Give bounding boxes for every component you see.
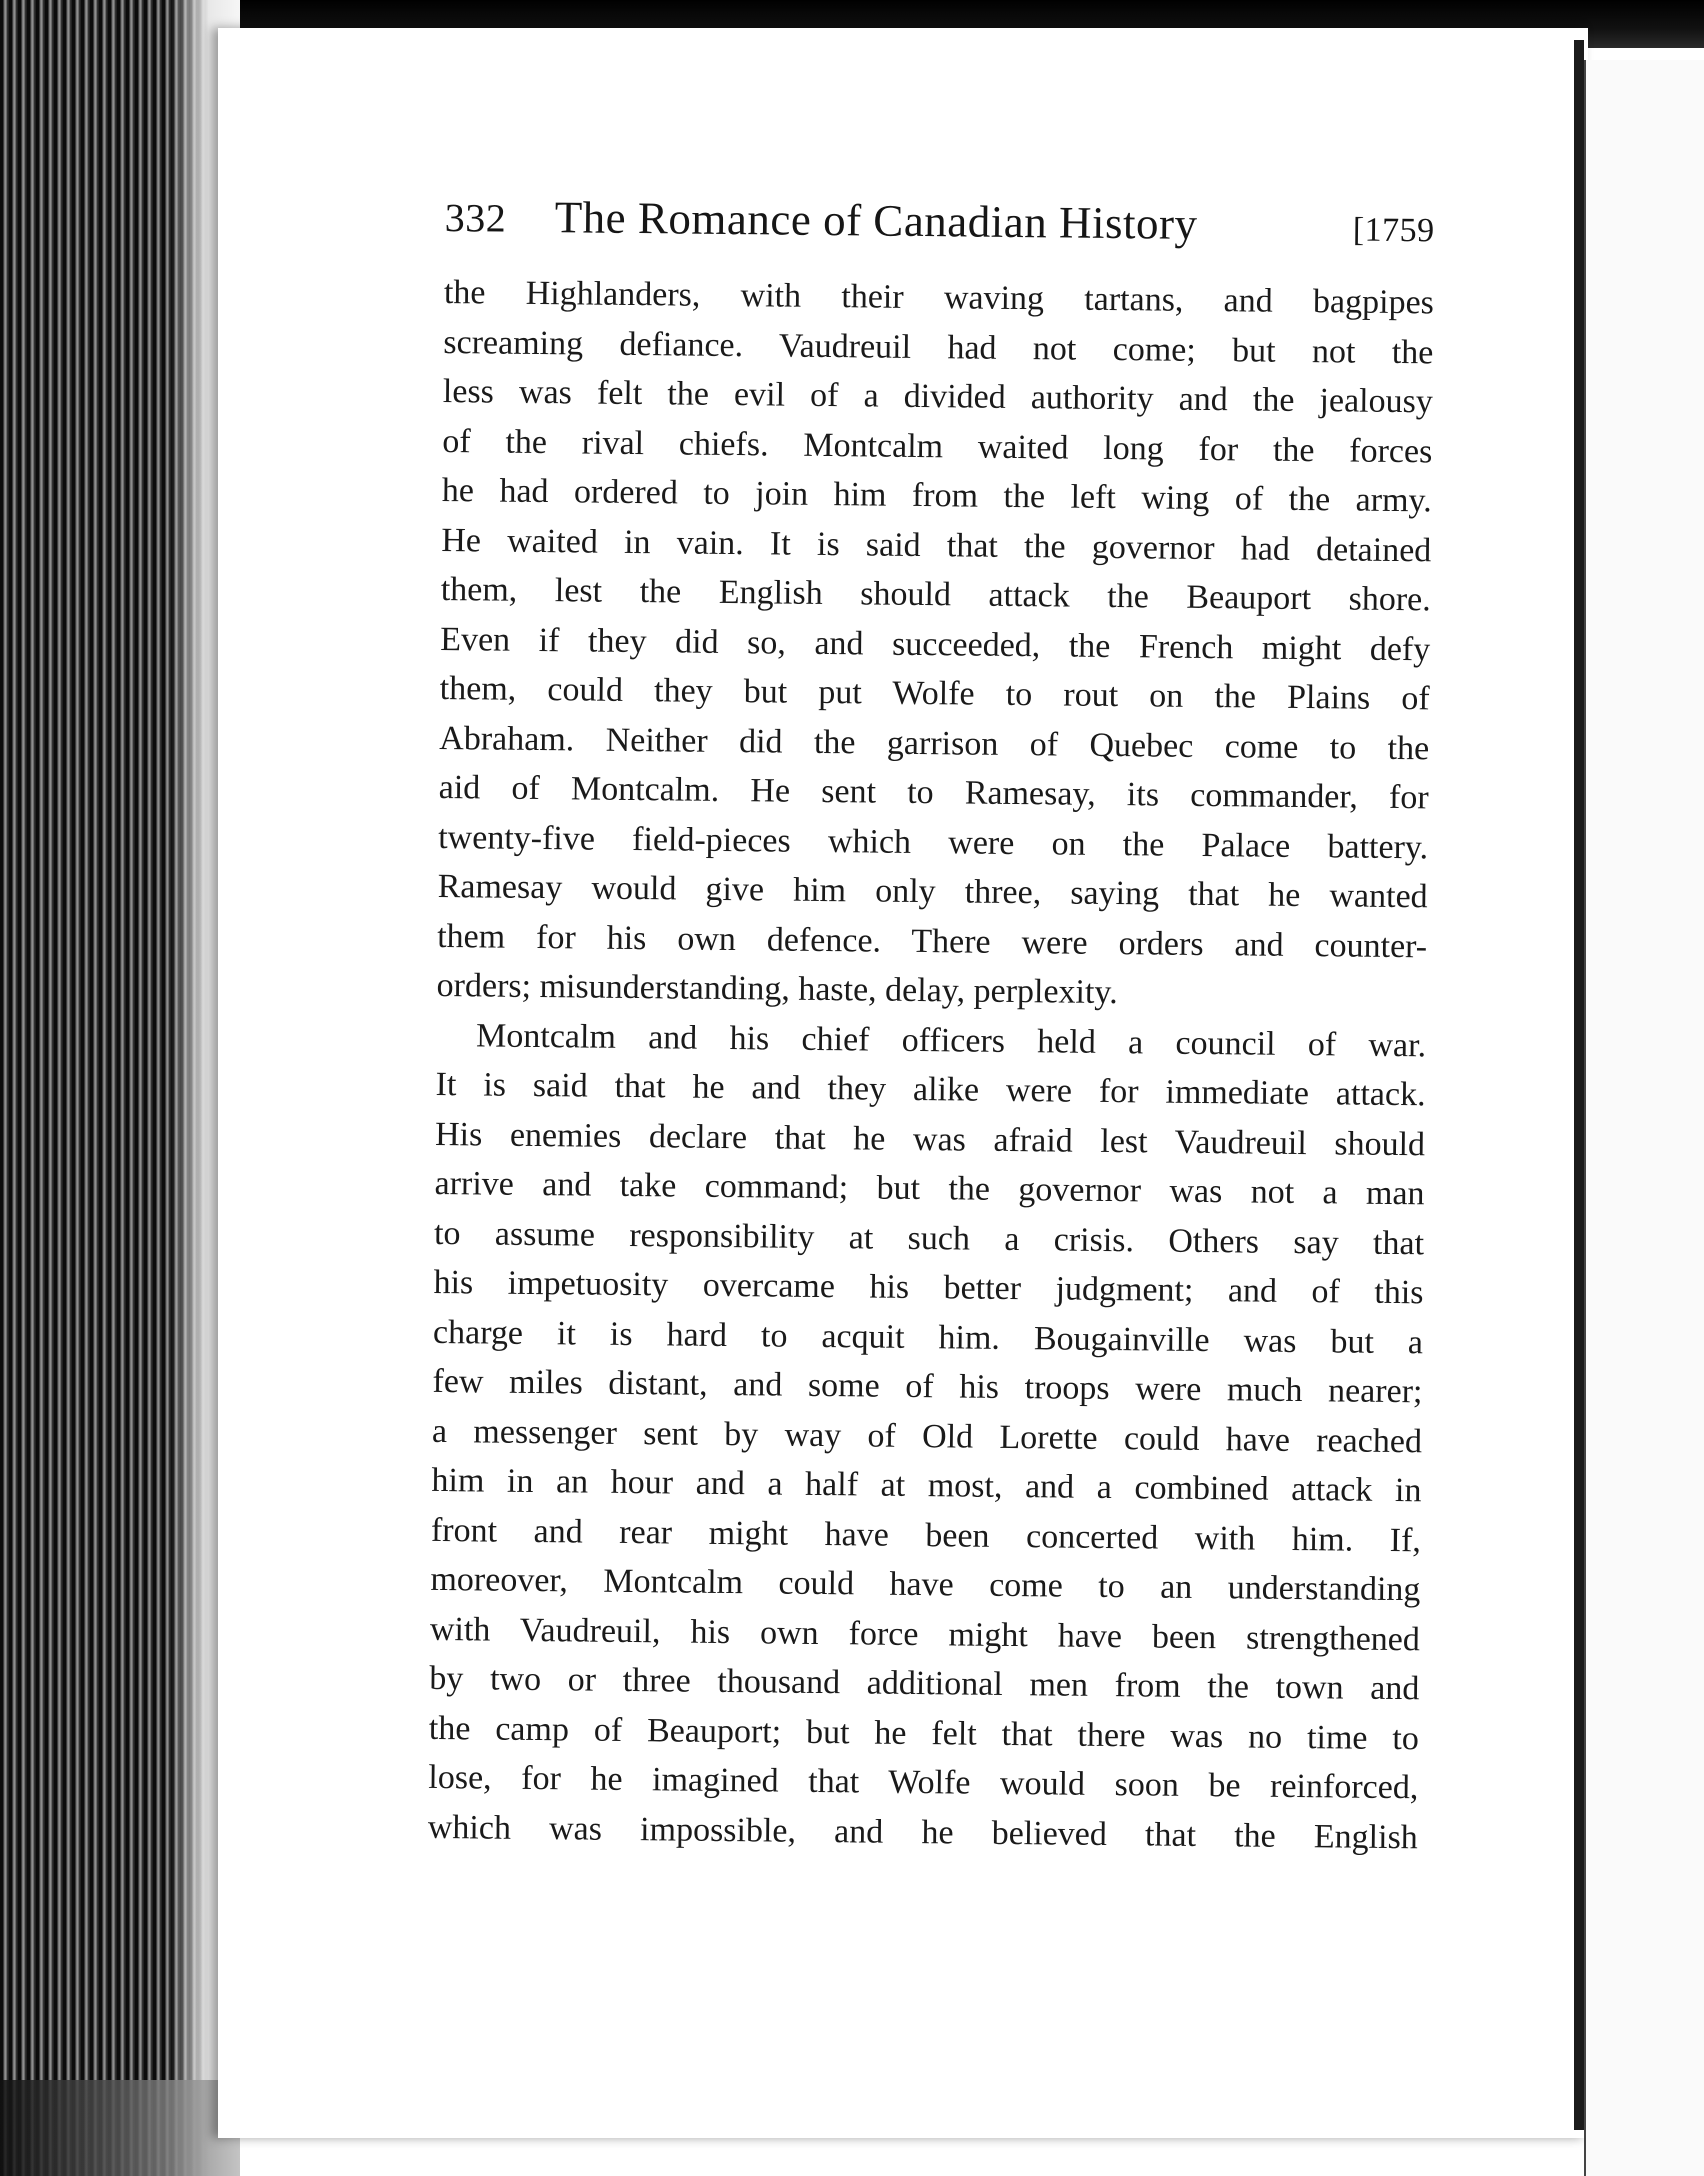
book-bottom-edge (0, 2080, 240, 2176)
paragraph-end-line: orders; misunderstanding, haste, delay, perplexity. (436, 966, 1118, 1012)
text-line: a messenger sent by way of Old Lorette could have reached (431, 1412, 1423, 1460)
text-line: aid of Montcalm. He sent to Ramesay, its commander, for (438, 768, 1429, 817)
text-line: of the rival chiefs. Montcalm waited long for the forces (442, 422, 1433, 470)
year-marker: [1759 (1352, 211, 1435, 250)
facing-page-edge (1584, 60, 1704, 2176)
text-line: which was impossible, and he believed that the English (427, 1808, 1418, 1856)
page-number: 332 (444, 194, 507, 241)
gutter-shadow (1574, 40, 1584, 2130)
running-head (444, 190, 1435, 278)
text-line: with Vaudreuil, his own force might have been strengthened (429, 1610, 1421, 1658)
text-line: He waited in vain. It is said that the governor had detained (441, 521, 1432, 569)
text-line: his impetuosity overcame his better judgment; and of this (433, 1263, 1424, 1312)
text-line: arrive and take command; but the governor was not a man (434, 1164, 1425, 1213)
text-line: It is said that he and they alike were for immediate attack. (435, 1065, 1426, 1114)
text-line: moreover, Montcalm could have come to an understanding (430, 1560, 1421, 1609)
text-line: charge it is hard to acquit him. Bougainville was but a (432, 1313, 1424, 1361)
text-line: to assume responsibility at such a crisis. Others say that (433, 1214, 1425, 1262)
text-line: Ramesay would give him only three, saying that he wanted (437, 867, 1428, 916)
text-line: lose, for he imagined that Wolfe would soon be reinforced, (428, 1758, 1419, 1807)
text-line: him in an hour and a half at most, and a combined attack in (431, 1461, 1422, 1510)
text-line: them, lest the English should attack the Beauport shore. (440, 570, 1431, 619)
running-title: The Romance of Canadian History (554, 192, 1198, 249)
text-line: Even if they did so, and succeeded, the French might defy (440, 620, 1431, 668)
text-line: few miles distant, and some of his troops were much nearer; (432, 1362, 1423, 1411)
text-line: he had ordered to join him from the left wing of the army. (441, 471, 1432, 520)
text-line: His enemies declare that he was afraid lest Vaudreuil should (434, 1115, 1426, 1163)
text-line: front and rear might have been concerted with him. If, (430, 1511, 1422, 1559)
body-text (428, 268, 1435, 1862)
page-content (425, 190, 1435, 2080)
text-line: screaming defiance. Vaudreuil had not come; but not the (443, 323, 1434, 371)
text-line: them, could they but put Wolfe to rout on the Plains of (439, 669, 1430, 718)
text-line: Abraham. Neither did the garrison of Quebec come to the (439, 719, 1430, 767)
paragraph-start-line: Montcalm and his chief officers held a council of war. (475, 1016, 1427, 1064)
text-line: twenty-five field-pieces which were on the Palace battery. (438, 818, 1429, 866)
text-line: them for his own defence. There were orders and counter- (436, 917, 1428, 965)
text-line: the camp of Beauport; but he felt that there was no time to (428, 1709, 1420, 1757)
text-line: less was felt the evil of a divided authority and the jealousy (442, 372, 1434, 421)
text-line: by two or three thousand additional men from the town and (429, 1659, 1420, 1708)
text-line: the Highlanders, with their waving tartans, and bagpipes (443, 273, 1435, 322)
